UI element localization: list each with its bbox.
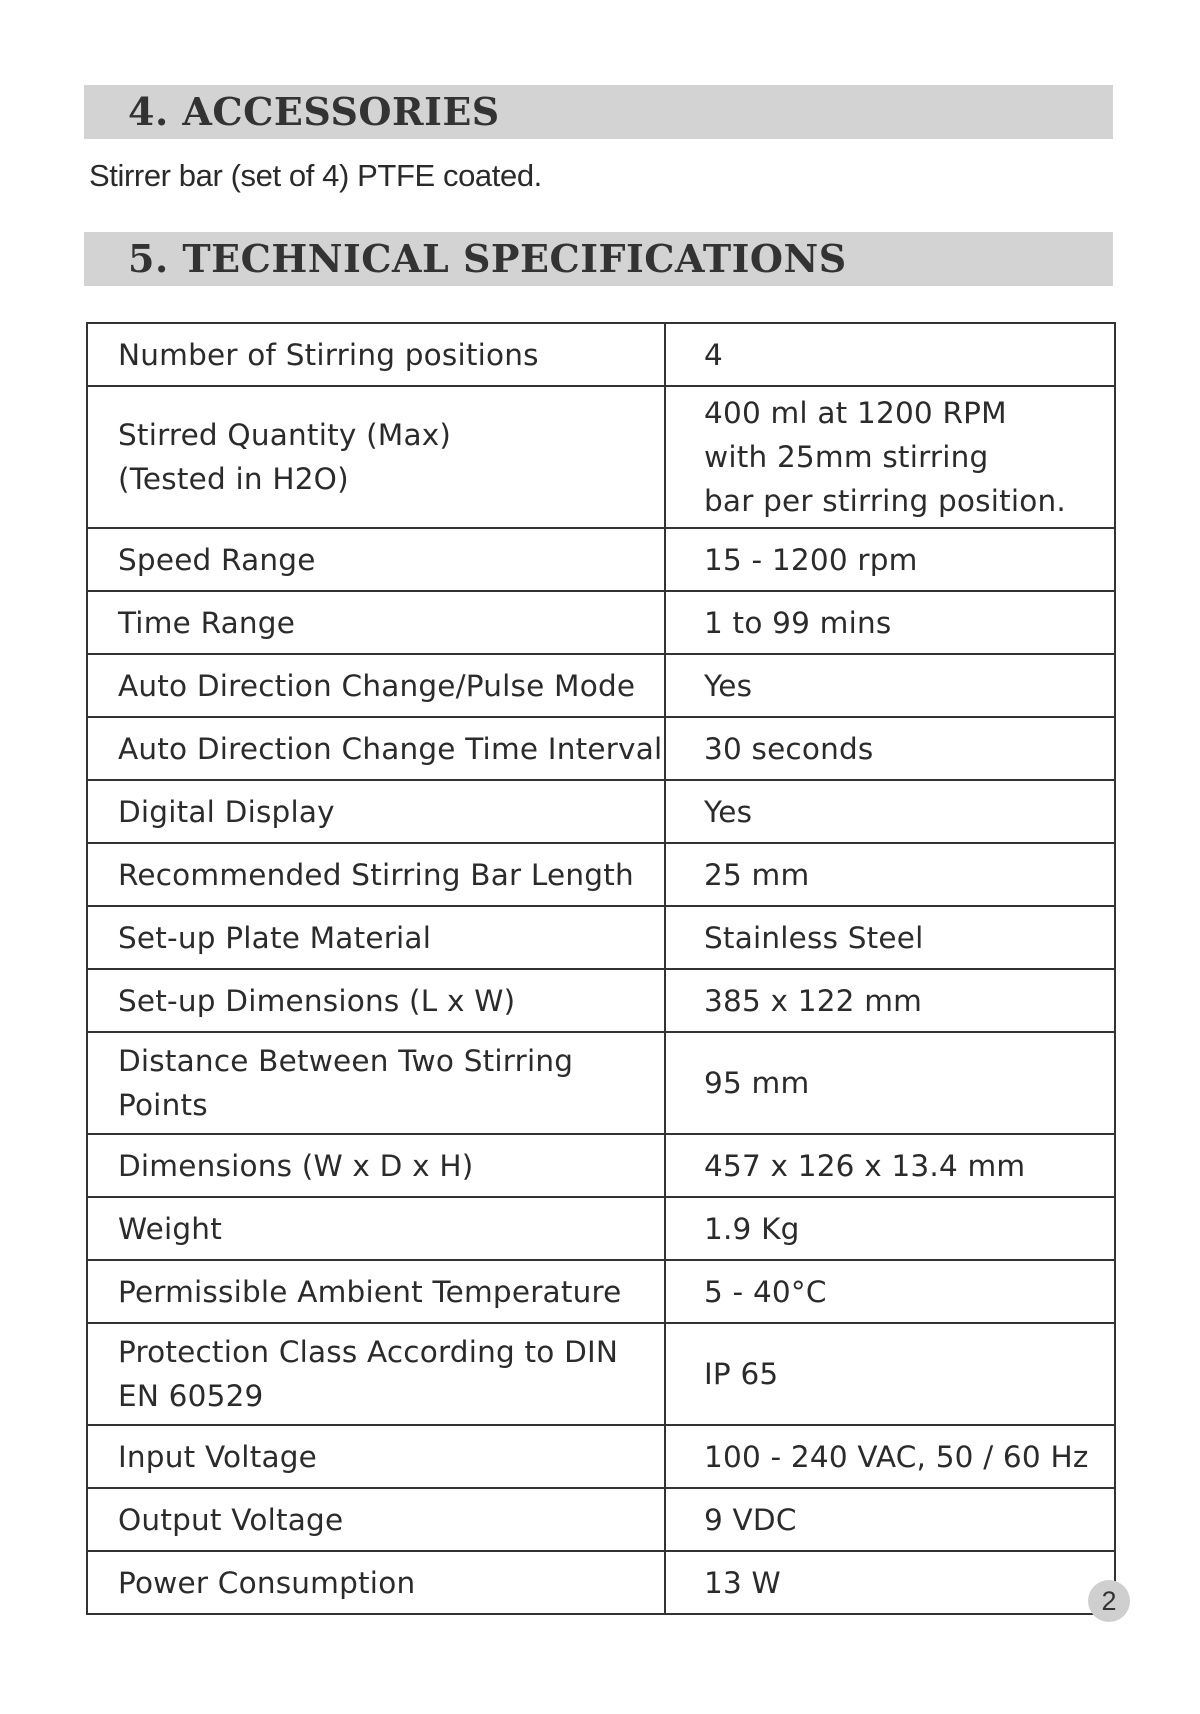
spec-row: [87, 969, 1115, 1032]
spec-label: Dimensions (W x D x H): [87, 1134, 665, 1197]
spec-label: Auto Direction Change/Pulse Mode: [87, 654, 665, 717]
spec-value: 25 mm: [665, 843, 1115, 906]
spec-label: Set-up Dimensions (L x W): [87, 969, 665, 1032]
spec-row: [87, 1134, 1115, 1197]
spec-value: Yes: [665, 654, 1115, 717]
spec-label: Number of Stirring positions: [87, 323, 665, 386]
spec-label: Stirred Quantity (Max) (Tested in H2O): [87, 386, 665, 528]
spec-value: 1 to 99 mins: [665, 591, 1115, 654]
spec-value: 15 - 1200 rpm: [665, 528, 1115, 591]
spec-value: 100 - 240 VAC, 50 / 60 Hz: [665, 1425, 1115, 1488]
spec-value: 457 x 126 x 13.4 mm: [665, 1134, 1115, 1197]
spec-row: [87, 1425, 1115, 1488]
spec-value: 385 x 122 mm: [665, 969, 1115, 1032]
spec-row: [87, 1488, 1115, 1551]
spec-value: Yes: [665, 780, 1115, 843]
spec-row: [87, 717, 1115, 780]
spec-row: [87, 323, 1115, 386]
spec-value: 5 - 40°C: [665, 1260, 1115, 1323]
spec-label: Power Consumption: [87, 1551, 665, 1614]
spec-value: 95 mm: [665, 1032, 1115, 1134]
page-number: 2: [1088, 1580, 1130, 1622]
spec-label: Auto Direction Change Time Interval: [87, 717, 665, 780]
spec-value: 1.9 Kg: [665, 1197, 1115, 1260]
spec-table: [86, 322, 1116, 1615]
spec-label: Weight: [87, 1197, 665, 1260]
spec-label: Input Voltage: [87, 1425, 665, 1488]
spec-row: [87, 1197, 1115, 1260]
spec-value: 4: [665, 323, 1115, 386]
spec-label: Protection Class According to DIN EN 60529: [87, 1323, 665, 1425]
spec-row: [87, 1032, 1115, 1134]
spec-row: [87, 1551, 1115, 1614]
accessory-text: Stirrer bar (set of 4) PTFE coated.: [89, 158, 542, 193]
spec-label: Permissible Ambient Temperature: [87, 1260, 665, 1323]
spec-label: Speed Range: [87, 528, 665, 591]
spec-row: [87, 591, 1115, 654]
spec-value: 30 seconds: [665, 717, 1115, 780]
spec-row: [87, 906, 1115, 969]
spec-value: IP 65: [665, 1323, 1115, 1425]
spec-row: [87, 1323, 1115, 1425]
spec-value: 400 ml at 1200 RPM with 25mm stirring bar per stirring position.: [665, 386, 1115, 528]
section-title-specifications: 5. TECHNICAL SPECIFICATIONS: [128, 236, 847, 281]
spec-label: Output Voltage: [87, 1488, 665, 1551]
section-header-accessories: [84, 85, 1113, 139]
spec-label: Digital Display: [87, 780, 665, 843]
spec-label: Distance Between Two Stirring Points: [87, 1032, 665, 1134]
spec-row: [87, 528, 1115, 591]
spec-row: [87, 386, 1115, 528]
spec-value: 13 W: [665, 1551, 1115, 1614]
spec-value: Stainless Steel: [665, 906, 1115, 969]
section-title-accessories: 4. ACCESSORIES: [128, 89, 500, 134]
section-header-specifications: [84, 232, 1113, 286]
spec-label: Recommended Stirring Bar Length: [87, 843, 665, 906]
spec-value: 9 VDC: [665, 1488, 1115, 1551]
spec-row: [87, 780, 1115, 843]
spec-label: Set-up Plate Material: [87, 906, 665, 969]
spec-row: [87, 843, 1115, 906]
spec-label: Time Range: [87, 591, 665, 654]
spec-row: [87, 1260, 1115, 1323]
spec-row: [87, 654, 1115, 717]
